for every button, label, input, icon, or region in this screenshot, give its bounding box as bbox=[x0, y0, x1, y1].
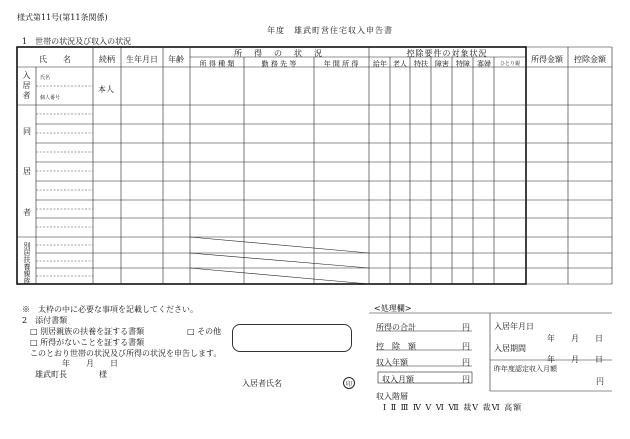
income-annual-header: 年 間 所 得 bbox=[323, 60, 359, 68]
section1-heading: 1 世帯の状況及び収入の状況 bbox=[22, 37, 132, 46]
proc-yen-4: 円 bbox=[462, 375, 470, 384]
proc-move-in-ymd: 年 月 日 bbox=[547, 334, 603, 343]
row-separate-label: 別居扶養親族 bbox=[23, 242, 31, 284]
proc-yen-1: 円 bbox=[462, 323, 470, 332]
proc-monthly-income: 収入月額 bbox=[382, 375, 414, 384]
resident-name-label: 氏名 bbox=[40, 75, 51, 81]
declaration-text: このとおり世帯の状況及び所得の状況を申告します。 bbox=[30, 349, 222, 358]
deduction-kyunen: 給年 bbox=[373, 60, 387, 68]
proc-yen-2: 円 bbox=[462, 342, 470, 351]
row-cohabitant-1: 同 bbox=[23, 127, 31, 136]
seal-mark: 印 bbox=[343, 377, 355, 389]
proc-annual-income: 収入年額 bbox=[376, 358, 408, 367]
row-cohabitant-2: 居 bbox=[23, 167, 31, 176]
applicant-name-label: 入居者氏名 bbox=[242, 379, 282, 388]
col-age: 年齢 bbox=[168, 55, 184, 64]
other-bracket[interactable] bbox=[232, 324, 352, 352]
deduction-group-header: 控除要件の対象状況 bbox=[406, 49, 488, 58]
proc-yen-3: 円 bbox=[462, 358, 470, 367]
form-number: 様式第11号(第11条関係) bbox=[17, 13, 108, 22]
proc-prior-yen: 円 bbox=[596, 377, 604, 386]
proc-period-ym: 年 月 日 bbox=[547, 355, 603, 364]
row-resident-label: 入居者 bbox=[22, 71, 31, 101]
col-income-amount: 所得金額 bbox=[531, 55, 563, 64]
relation-self: 本人 bbox=[98, 85, 114, 94]
col-name: 氏 名 bbox=[39, 55, 71, 64]
income-workplace-header: 勤 務 先 等 bbox=[261, 60, 297, 68]
proc-tiers: Ⅰ Ⅱ Ⅲ Ⅳ Ⅴ Ⅵ Ⅶ 裁Ⅴ 裁Ⅵ 高額 bbox=[383, 403, 523, 412]
mayor-salutation: 雄武町長 様 bbox=[35, 370, 107, 379]
income-type-header: 所 得 種 類 bbox=[199, 60, 235, 68]
attach-item-1[interactable]: □ 別居親族の扶養を証する書類 bbox=[30, 327, 145, 336]
note-text: ※ 太枠の中に必要な事項を記載してください。 bbox=[22, 305, 198, 314]
income-group-header: 所 得 の 状 況 bbox=[234, 49, 324, 58]
proc-income-total: 所得の合計 bbox=[376, 323, 416, 332]
deduction-rojin: 老人 bbox=[393, 60, 407, 68]
attach-item-2[interactable]: □ 所得がないことを証する書類 bbox=[30, 338, 145, 347]
deduction-shogai: 障害 bbox=[435, 60, 449, 68]
attach-item-other[interactable]: □ その他 bbox=[187, 327, 222, 336]
resident-personal-no-label: 個人番号 bbox=[40, 95, 61, 101]
proc-move-in-date: 入居年月日 bbox=[494, 322, 534, 331]
declaration-date[interactable]: 年 月 日 bbox=[62, 359, 118, 368]
proc-residence-period: 入居期間 bbox=[494, 344, 526, 353]
deduction-kafu: 寡婦 bbox=[477, 60, 491, 68]
proc-deduction: 控 除 額 bbox=[376, 342, 416, 351]
col-birthdate: 生年月日 bbox=[126, 55, 158, 64]
deduction-tokusho: 特障 bbox=[456, 60, 470, 68]
row-cohabitant-3: 者 bbox=[23, 208, 31, 217]
deduction-hitorioya: ひとり親 bbox=[499, 61, 521, 67]
deduction-tokufu: 特扶 bbox=[414, 60, 428, 68]
proc-prior-income: 昨年度認定収入月額 bbox=[494, 365, 557, 373]
col-relation: 続柄 bbox=[99, 55, 115, 64]
form-title: 年度 雄武町営住宅収入申告書 bbox=[267, 26, 393, 35]
col-deduction-amount: 控除金額 bbox=[574, 55, 606, 64]
proc-tier-label: 収入階層 bbox=[376, 392, 408, 401]
processing-heading: <処理欄> bbox=[374, 304, 412, 313]
attach-heading: 2 添付書類 bbox=[22, 316, 68, 325]
